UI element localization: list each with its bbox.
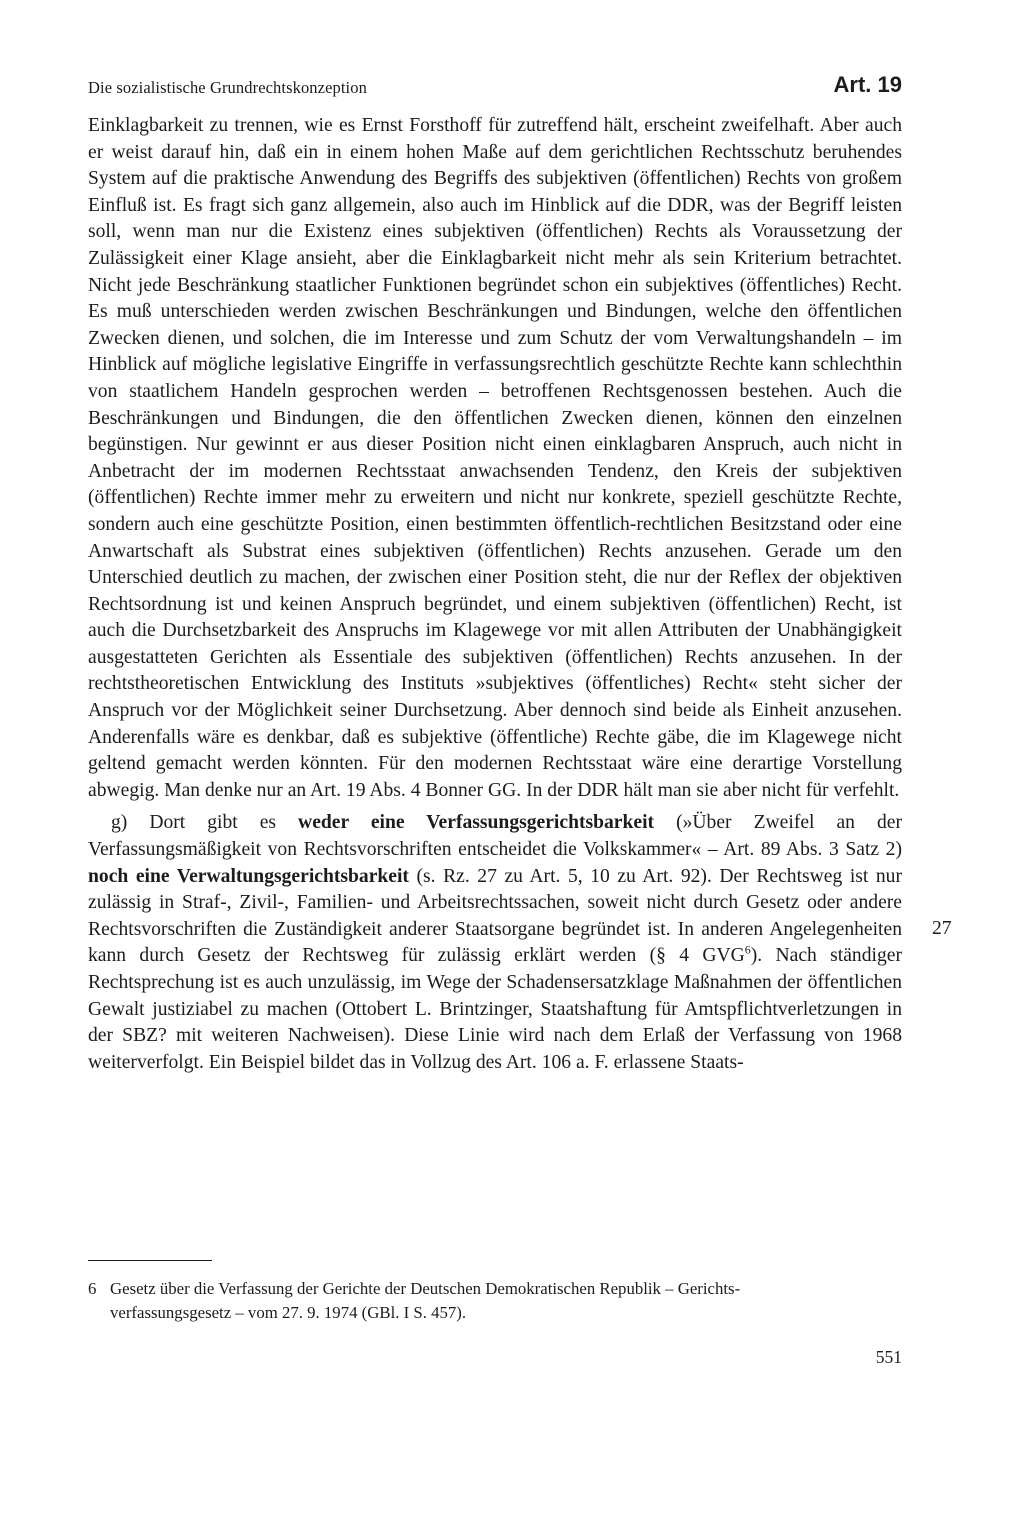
body-text xyxy=(88,113,902,1076)
footnote-reference[interactable]: 6 xyxy=(744,942,751,957)
running-head: Die sozialistische Grundrechtskonzeption xyxy=(88,78,367,97)
paragraph-2-part-e: (s. Rz. 27 zu Art. 5, 10 zu Art. 92). Der Rechtsweg ist nur zulässig in Straf-, Zivil-, Familien- und Arbeitsrechtssachen, soweit nicht durch Gesetz oder andere Rechtsvorschriften die Zuständigkeit anderer Staatsorgane begründet ist. In anderen Angelegenheiten kann durch Gesetz der Rechtsweg für zulässig erklärt werden (§ 4 GVG xyxy=(88,865,903,967)
article-label: Art. 19 xyxy=(833,72,902,97)
emphasis-administrative-jurisdiction: noch eine Verwaltungsgerichtsbarkeit xyxy=(88,865,409,887)
paragraph-2-part-a: g) Dort gibt es xyxy=(111,812,299,834)
footnote-divider xyxy=(88,1260,212,1261)
paragraph-2-part-c: (»Über Zweifel an der Verfassungsmäßigkeit von Rechtsvorschriften entscheidet die Volkskammer« – Art. 89 Abs. 3 Satz 2) xyxy=(88,812,902,861)
footnote-number: 6 xyxy=(88,1279,97,1298)
footnote-text-line-2: verfassungsgesetz – vom 27. 9. 1974 (GBl. I S. 457). xyxy=(110,1303,467,1322)
footnote-text-line-1: Gesetz über die Verfassung der Gerichte der Deutschen Demokratischen Republik – Gerichts- xyxy=(110,1279,741,1298)
paragraph-2 xyxy=(88,810,902,1076)
margin-number: 27 xyxy=(932,918,952,939)
paragraph-1: Einklagbarkeit zu trennen, wie es Ernst Forsthoff für zutreffend hält, erscheint zweifelhaft. Aber auch er weist darauf hin, daß ein in einem hohen Maße auf dem gerichtlichen Rechtsschutz beruhendes System auf die praktische Anwendung des Begriffs des subjektiven (öffentlichen) Rechts von großem Einfluß ist. Es fragt sich ganz allgemein, also auch im Hinblick auf die DDR, was der Begriff leisten soll, wenn man nur die Existenz eines subjektiven (öffentlichen) Rechts als Voraussetzung der Zulässigkeit einer Klage ansieht, aber die Einklagbarkeit nicht mehr als sein Kriterium betrachtet. Nicht jede Beschränkung staatlicher Funktionen begründet schon ein subjektives (öffentliches) Recht. Es muß unterschieden werden zwischen Beschränkungen und Bindungen, welche den öffentlichen Zwecken dienen, und solchen, die im Interesse und zum Schutz der vom Verwaltungshandeln – im Hinblick auf mögliche legislative Eingriffe in verfassungsrechtlich geschützte Rechte kann schlechthin von staatlichem Handeln gesprochen werden – betroffenen Rechtsgenossen bestehen. Auch die Beschränkungen und Bindungen, die den öffentlichen Zwecken dienen, können den einzelnen begünstigen. Nur gewinnt er aus dieser Position nicht einen einklagbaren Anspruch, auch nicht in Anbetracht der im modernen Rechtsstaat anwachsenden Tendenz, den Kreis der subjektiven (öffentlichen) Rechte immer mehr zu erweitern und nicht nur konkrete, speziell geschützte Rechte, sondern auch eine geschützte Position, einen bestimmten öffentlich-rechtlichen Besitzstand oder eine Anwartschaft als Substrat eines subjektiven (öffentlichen) Rechts anzusehen. Gerade um den Unterschied deutlich zu machen, der zwischen einer Position steht, die nur der Reflex der objektiven Rechtsordnung ist und keinen Anspruch begründet, und einem subjektiven (öffentlichen) Recht, ist auch die Durchsetzbarkeit des Anspruchs im Klagewege vor mit allen Attributen der Unabhängigkeit ausgestatteten Gerichten als Essentiale des subjektiven (öffentlichen) Rechts anzusehen. In der rechtstheoretischen Entwicklung des Instituts »subjektives (öffentliches) Recht« steht sicher der Anspruch vor der Möglichkeit seiner Durchsetzung. Aber dennoch sind beide als Einheit anzusehen. Anderenfalls wäre es denkbar, daß es subjektive (öffentliche) Rechte gäbe, die im Klagewege nicht geltend gemacht werden könnten. Für den modernen Rechtsstaat wäre eine derartige Vorstellung abwegig. Man denke nur an Art. 19 Abs. 4 Bonner GG. In der DDR hält man sie aber nicht für verfehlt. xyxy=(88,115,902,801)
page-number: 551 xyxy=(875,1347,902,1367)
emphasis-constitutional-jurisdiction: weder eine Verfassungsgerichtsbarkeit xyxy=(298,812,655,834)
footnote-line-1 xyxy=(88,1277,902,1301)
paragraph-2-part-f: ). Nach ständiger Rechtsprechung ist es auch unzulässig, im Wege der Schadensersatzklage Maßnahmen der öffentlichen Gewalt justiziabel zu machen (Ottobert L. Brintzinger, Staatshaftung für Amtspflichtverletzungen in der SBZ? mit weiteren Nachweisen). Diese Linie wird nach dem Erlaß der Verfassung von 1968 weiterverfolgt. Ein Beispiel bildet das in Vollzug des Art. 106 a. F. erlassene Staats- xyxy=(88,945,902,1073)
footnote xyxy=(88,1277,902,1325)
